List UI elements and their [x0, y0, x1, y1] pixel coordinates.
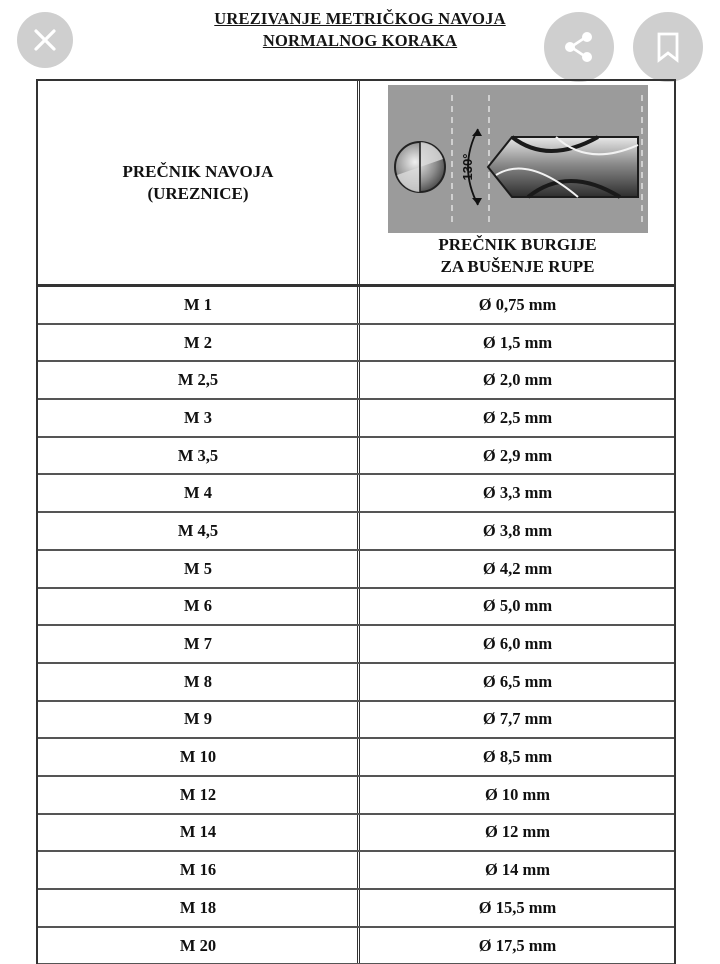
- share-icon: [562, 30, 596, 64]
- thread-drill-table: [36, 79, 676, 964]
- page-title-line-2: NORMALNOG KORAKA: [262, 31, 458, 50]
- drill-size-cell: Ø 15,5 mm: [478, 897, 557, 917]
- table-row: [38, 589, 674, 627]
- thread-size-cell: M 7: [184, 634, 212, 654]
- drill-size-cell: Ø 14 mm: [484, 860, 551, 880]
- thread-size-cell: M 2,5: [177, 370, 219, 390]
- drill-size-cell: Ø 2,0 mm: [482, 370, 553, 390]
- drill-size-cell: Ø 6,0 mm: [482, 634, 553, 654]
- table-row: [38, 777, 674, 815]
- header-drill-diameter: [361, 81, 674, 284]
- thread-size-cell: M 9: [184, 709, 212, 729]
- drill-size-cell: Ø 3,3 mm: [482, 483, 553, 503]
- drill-bit-illustration: [388, 85, 648, 233]
- header-thread-diameter: [38, 81, 358, 284]
- drill-size-cell: Ø 12 mm: [484, 822, 551, 842]
- close-button[interactable]: [17, 12, 73, 68]
- thread-size-cell: M 20: [179, 935, 217, 955]
- table-row: [38, 815, 674, 853]
- drill-size-cell: Ø 5,0 mm: [482, 596, 553, 616]
- table-row: [38, 551, 674, 589]
- bookmark-button[interactable]: [633, 12, 703, 82]
- table-row: [38, 928, 674, 964]
- table-row: [38, 702, 674, 740]
- thread-size-cell: M 12: [179, 784, 217, 804]
- share-button[interactable]: [544, 12, 614, 82]
- header-drill-diameter-line-1: PREČNIK BURGIJE: [438, 235, 597, 254]
- table-body: [38, 287, 674, 964]
- table-row: [38, 438, 674, 476]
- drill-size-cell: Ø 10 mm: [484, 784, 551, 804]
- angle-label: 130°: [460, 153, 475, 181]
- drill-size-cell: Ø 2,9 mm: [482, 445, 553, 465]
- thread-size-cell: M 5: [184, 558, 212, 578]
- drill-size-cell: Ø 17,5 mm: [478, 935, 557, 955]
- table-row: [38, 626, 674, 664]
- thread-size-cell: M 3,5: [177, 445, 219, 465]
- table-row: [38, 325, 674, 363]
- table-row: [38, 362, 674, 400]
- drill-size-cell: Ø 7,7 mm: [482, 709, 553, 729]
- drill-size-cell: Ø 0,75 mm: [478, 294, 557, 314]
- header-thread-diameter-line-2: (UREZNICE): [147, 183, 249, 203]
- header-thread-diameter-line-1: PREČNIK NAVOJA: [122, 161, 274, 181]
- page-title-line-1: UREZIVANJE METRIČKOG NAVOJA: [214, 9, 506, 28]
- drill-size-cell: Ø 1,5 mm: [482, 332, 553, 352]
- table-row: [38, 287, 674, 325]
- thread-size-cell: M 14: [179, 822, 217, 842]
- drill-size-cell: Ø 3,8 mm: [482, 520, 553, 540]
- drill-size-cell: Ø 8,5 mm: [482, 747, 553, 767]
- close-icon: [32, 27, 58, 53]
- thread-size-cell: M 16: [179, 860, 217, 880]
- table-row: [38, 664, 674, 702]
- thread-size-cell: M 10: [179, 747, 217, 767]
- thread-size-cell: M 6: [184, 596, 212, 616]
- thread-size-cell: M 18: [179, 897, 217, 917]
- thread-size-cell: M 8: [184, 671, 212, 691]
- bookmark-icon: [654, 31, 682, 63]
- table-row: [38, 400, 674, 438]
- drill-size-cell: Ø 2,5 mm: [482, 407, 553, 427]
- thread-size-cell: M 2: [184, 332, 212, 352]
- table-header-row: [38, 81, 674, 287]
- thread-size-cell: M 4: [184, 483, 212, 503]
- drill-size-cell: Ø 4,2 mm: [482, 558, 553, 578]
- thread-size-cell: M 3: [184, 407, 212, 427]
- table-row: [38, 513, 674, 551]
- table-row: [38, 739, 674, 777]
- drill-size-cell: Ø 6,5 mm: [482, 671, 553, 691]
- thread-size-cell: M 1: [184, 294, 212, 314]
- table-row: [38, 890, 674, 928]
- table-row: [38, 475, 674, 513]
- thread-size-cell: M 4,5: [177, 520, 219, 540]
- header-drill-diameter-label: [361, 234, 674, 278]
- table-row: [38, 852, 674, 890]
- header-drill-diameter-line-2: ZA BUŠENJE RUPE: [440, 257, 595, 276]
